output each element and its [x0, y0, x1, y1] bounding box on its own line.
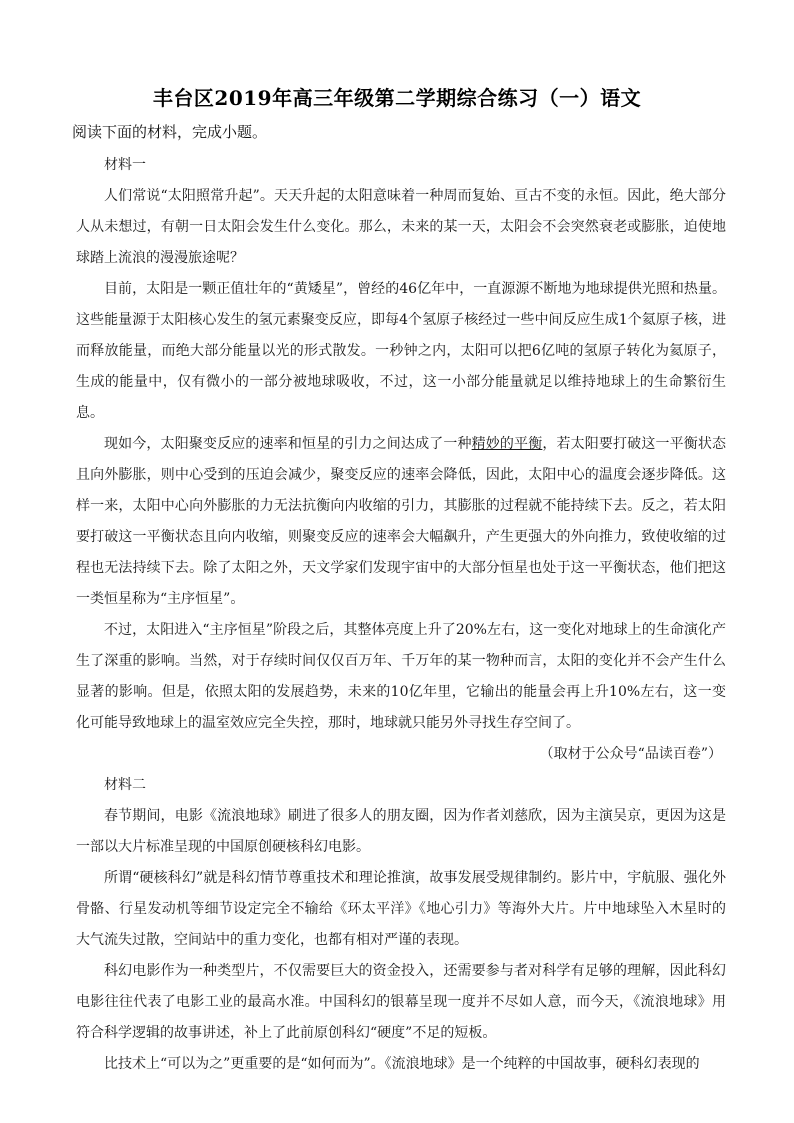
material1-paragraph-1: 人们常说“太阳照常升起”。天天升起的太阳意味着一种周而复始、亘古不变的永恒。因此，绝大部分人从未想过，有朝一日太阳会发生什么变化。那么，未来的某一天，太阳会不会突然衰老或膨胀，迫使地球踏上流浪的漫漫旅途呢？: [76, 188, 726, 266]
paragraph-text: 现如今，太阳聚变反应的速率和恒星的引力之间达成了一种: [104, 436, 472, 452]
material1-heading: 材料一: [104, 157, 146, 173]
material2-heading: 材料二: [104, 777, 146, 793]
material1-paragraph-4: 不过，太阳进入“主序恒星”阶段之后，其整体亮度上升了20%左右，这一变化对地球上的生命演化产生了深重的影响。当然，对于存续时间仅仅百万年、千万年的某一物种而言，太阳的变化并不会产生什么显著的影响。但是，依照太阳的发展趋势，未来的10亿年里，它输出的能量会再上升10%左右，这一变化可能导致地球上的温室效应完全失控，那时，地球就只能另外寻找生存空间了。: [76, 622, 726, 731]
underlined-phrase: 精妙的平衡: [471, 436, 543, 452]
material1-paragraph-2: 目前，太阳是一颗正值壮年的“黄矮星”，曾经的46亿年中，一直源源不断地为地球提供光照和热量。这些能量源于太阳核心发生的氢元素聚变反应，即每4个氢原子核经过一些中间反应生成1个氦原子核，进而释放能量，而绝大部分能量以光的形式散发。一秒钟之内，太阳可以把6亿吨的氢原子转化为氦原子，生成的能量中，仅有微小的一部分被地球吸收，不过，这一小部分能量就足以维持地球上的生命繁衍生息。: [76, 281, 726, 421]
instruction-text: 阅读下面的材料，完成小题。: [72, 123, 268, 141]
material1-source: （取材于公众号“品读百卷”）: [539, 746, 722, 762]
material2-paragraph-1: 春节期间，电影《流浪地球》刷进了很多人的朋友圈，因为作者刘慈欣，因为主演吴京，更因为这是一部以大片标准呈现的中国原创硬核科幻电影。: [76, 808, 726, 855]
page-title: 丰台区2019年高三年级第二学期综合练习（一）语文: [152, 86, 642, 110]
material1-paragraph-3: [76, 429, 726, 615]
material2-paragraph-4: 比技术上“可以为之”更重要的是“如何而为”。《流浪地球》是一个纯粹的中国故事，硬科幻表现的: [104, 1056, 700, 1072]
material2-paragraph-3: 科幻电影作为一种类型片，不仅需要巨大的资金投入，还需要参与者对科学有足够的理解，因此科幻电影往往代表了电影工业的最高水准。中国科幻的银幕呈现一度并不尽如人意，而今天，《流浪地球》用符合科学逻辑的故事讲述，补上了此前原创科幻“硬度”不足的短板。: [76, 963, 726, 1041]
paragraph-text: ，若太阳要打破这一平衡状态且向外膨胀，则中心受到的压迫会减少，聚变反应的速率会降低，因此，太阳中心的温度会逐步降低。这样一来，太阳中心向外膨胀的力无法抗衡向内收缩的引力，其膨胀的过程就不能持续下去。反之，若太阳要打破这一平衡状态且向内收缩，则聚变反应的速率会大幅飙升，产生更强大的外向推力，致使收缩的过程也无法持续下去。除了太阳之外，天文学家们发现宇宙中的大部分恒星也处于这一平衡状态，他们把这一类恒星称为“主序恒星”。: [76, 436, 727, 607]
reading-material: [76, 150, 726, 1080]
material2-paragraph-2: 所谓“硬核科幻”就是科幻情节尊重技术和理论推演，故事发展受规律制约。影片中，宇航服、强化外骨骼、行星发动机等细节设定完全不输给《环太平洋》《地心引力》等海外大片。片中地球坠入木星时的大气流失过散，空间站中的重力变化，也都有相对严谨的表现。: [76, 870, 726, 948]
